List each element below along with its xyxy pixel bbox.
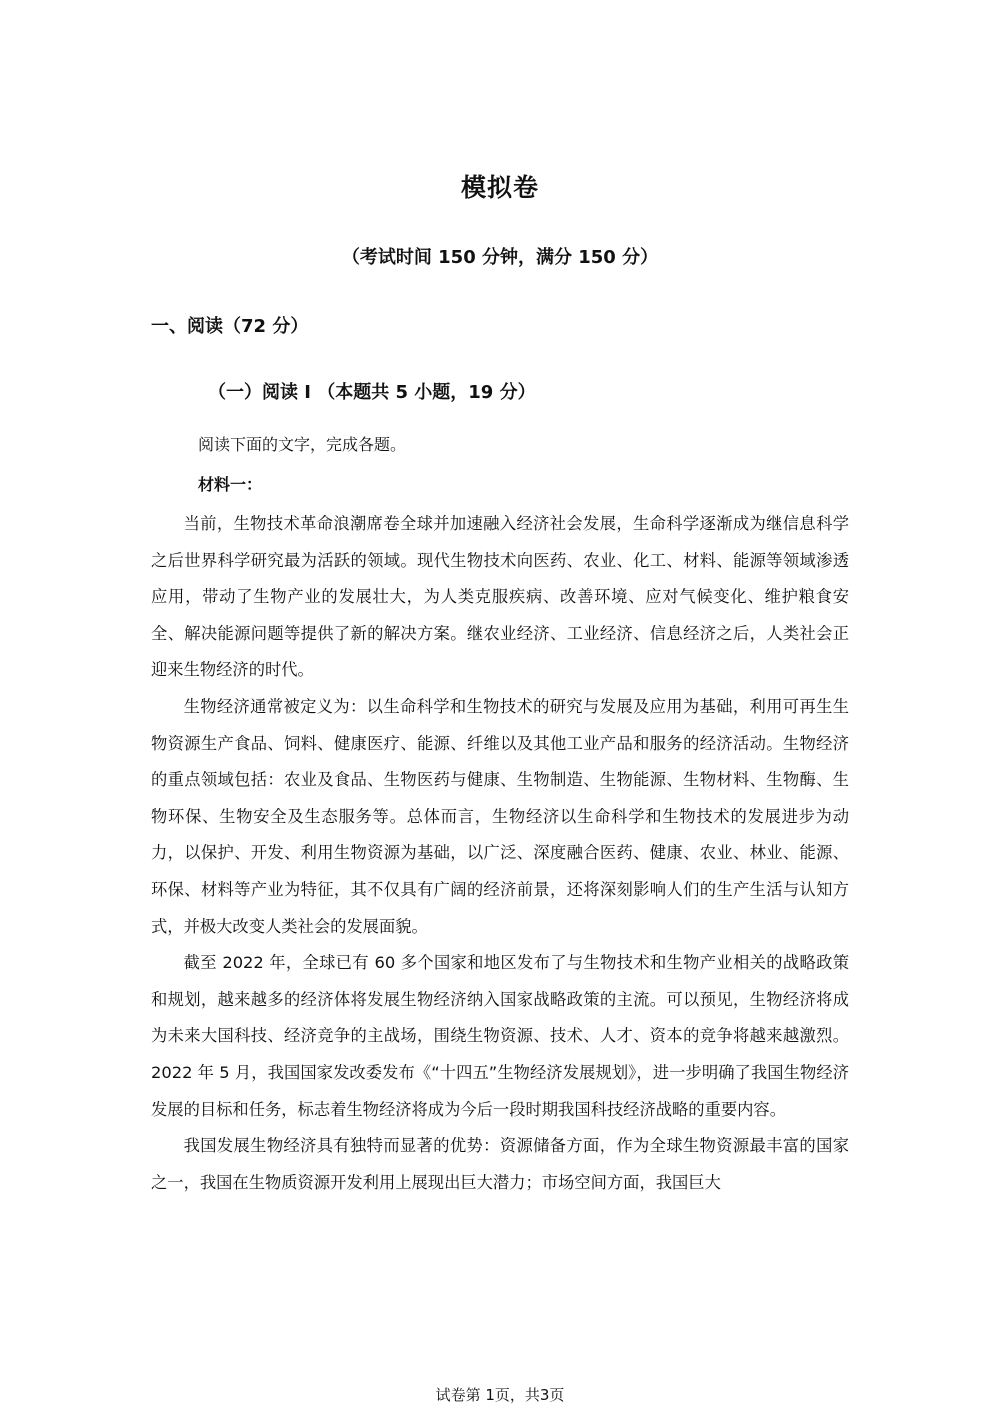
passage-paragraph: 当前，生物技术革命浪潮席卷全球并加速融入经济社会发展，生命科学逐渐成为继信息科学之后世界科学研究最为活跃的领域。现代生物技术向医药、农业、化工、材料、能源等领域渗透应用，带动了生物产业的发展壮大，为人类克服疾病、改善环境、应对气候变化、维护粮食安全、解决能源问题等提供了新的解决方案。继农业经济、工业经济、信息经济之后，人类社会正迎来生物经济的时代。	[151, 514, 849, 680]
subsection-heading: （一）阅读 I （本题共 5 小题，19 分）	[208, 382, 536, 403]
page-footer: 试卷第 1页，共3页	[435, 1386, 565, 1404]
section-heading: 一、阅读（72 分）	[151, 316, 309, 337]
exam-info-subtitle: （考试时间 150 分钟，满分 150 分）	[341, 247, 659, 268]
passage-paragraph: 截至 2022 年，全球已有 60 多个国家和地区发布了与生物技术和生物产业相关的战略政策和规划，越来越多的经济体将发展生物经济纳入国家战略政策的主流。可以预见，生物经济将成为未来大国科技、经济竞争的主战场，围绕生物资源、技术、人才、资本的竞争将越来越激烈。2022 年 5 月，我国国家发改委发布《“十四五”生物经济发展规划》，进一步明确了我国生物经济发展的目标和任务，标志着生物经济将成为今后一段时期我国科技经济战略的重要内容。	[151, 953, 849, 1119]
material-label: 材料一：	[198, 475, 263, 494]
passage-body	[151, 506, 849, 1201]
passage-paragraph: 生物经济通常被定义为：以生命科学和生物技术的研究与发展及应用为基础，利用可再生生物资源生产食品、饲料、健康医疗、能源、纤维以及其他工业产品和服务的经济活动。生物经济的重点领域包括：农业及食品、生物医药与健康、生物制造、生物能源、生物材料、生物酶、生物环保、生物安全及生态服务等。总体而言，生物经济以生命科学和生物技术的发展进步为动力，以保护、开发、利用生物资源为基础，以广泛、深度融合医药、健康、农业、林业、能源、环保、材料等产业为特征，其不仅具有广阔的经济前景，还将深刻影响人们的生产生活与认知方式，并极大改变人类社会的发展面貌。	[151, 696, 849, 936]
reading-instruction: 阅读下面的文字，完成各题。	[198, 435, 407, 454]
passage-paragraph: 我国发展生物经济具有独特而显著的优势：资源储备方面，作为全球生物资源最丰富的国家之一，我国在生物质资源开发利用上展现出巨大潜力；市场空间方面，我国巨大	[151, 1136, 849, 1192]
page-title: 模拟卷	[460, 173, 539, 202]
